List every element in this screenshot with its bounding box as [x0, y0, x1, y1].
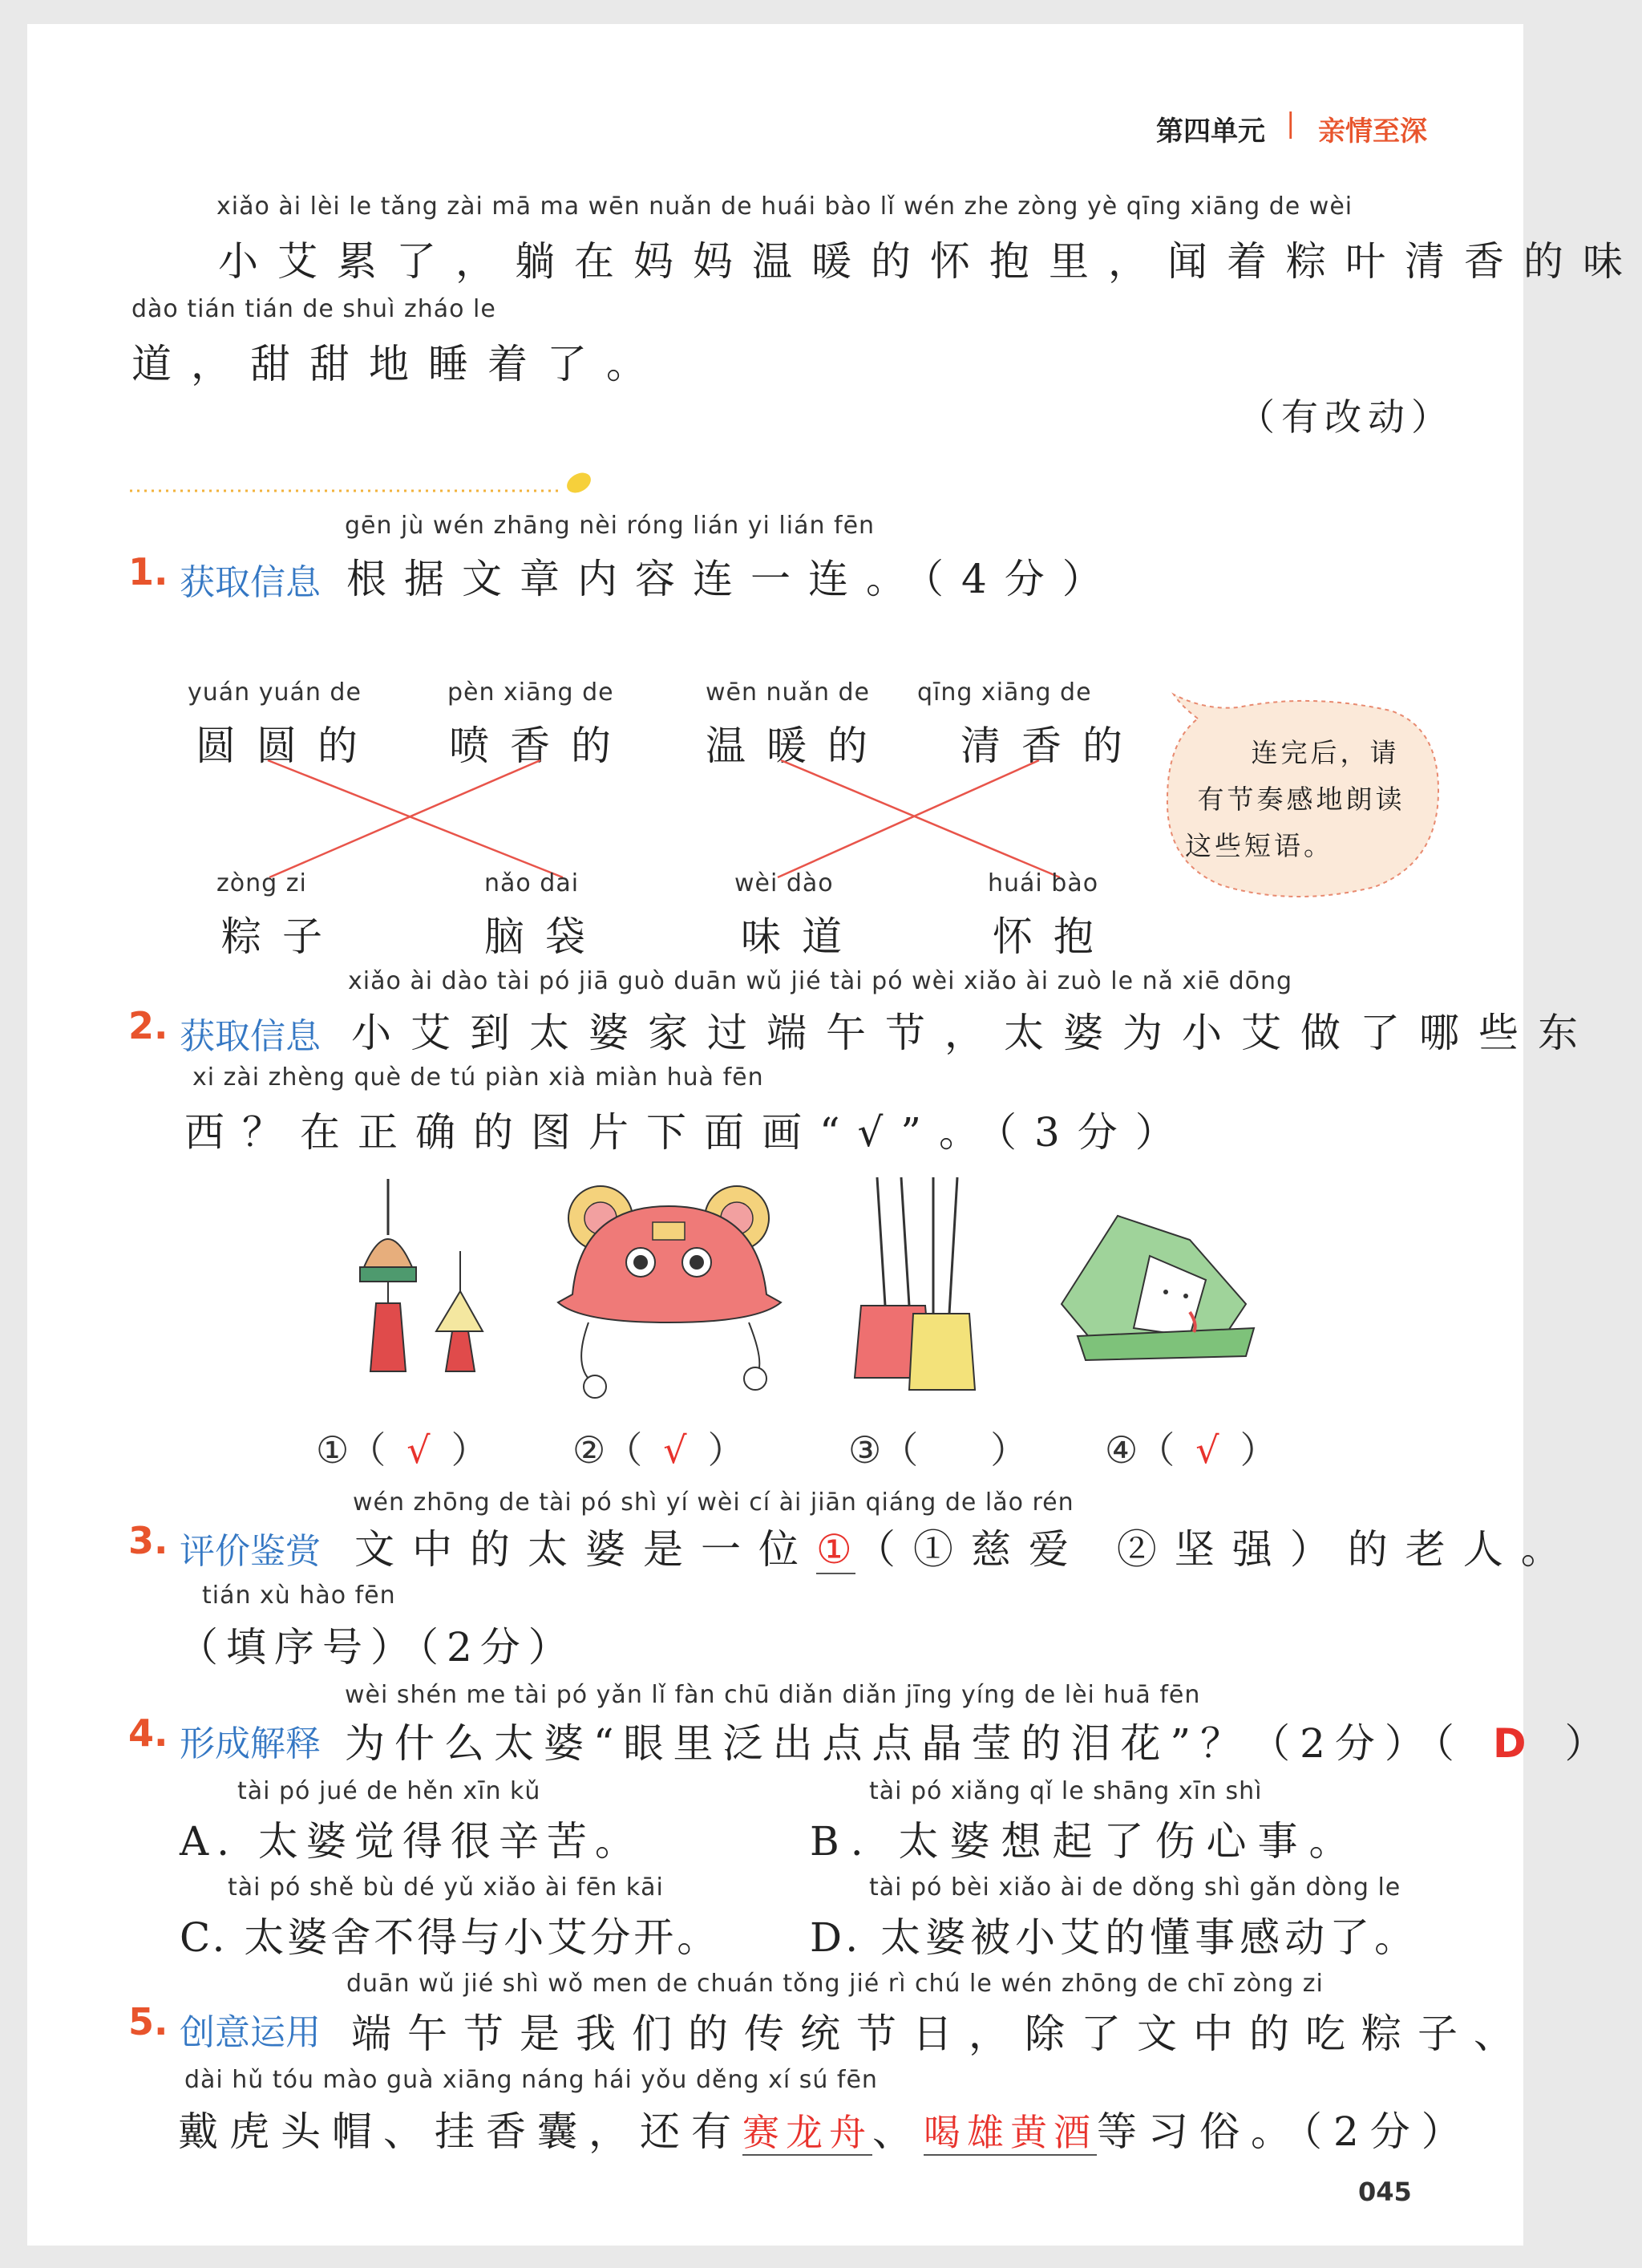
q2-prompt-line2: 西？在正确的图片下面画“√”。（3分） [184, 1109, 1193, 1156]
q1-bottom2[interactable]: 脑袋 [484, 913, 606, 960]
q5-number: 5. [128, 2000, 168, 2043]
workbook-page [27, 24, 1642, 2246]
bubble-line3: 这些短语。 [1185, 830, 1333, 861]
header-separator: | [1286, 107, 1296, 140]
q5-prompt-line1: 端午节是我们的传统节日，除了文中的吃粽子、 [351, 2011, 1530, 2057]
q5-answer-1[interactable]: 赛龙舟 [742, 2111, 872, 2154]
passage-line2: 道，甜甜地睡着了。 [131, 341, 665, 387]
q4-option-d[interactable]: D. 太婆被小艾的懂事感动了。 [810, 1914, 1420, 1961]
q2-prompt-line1: 小艾到太婆家过端午节，太婆为小艾做了哪些东 [351, 1010, 1597, 1056]
passage-line1-pinyin: xiǎo ài lèi le tǎng zài mā ma wēn nuǎn de huái bào lǐ wén zhe zòng yè qīng xiāng de wèi [216, 192, 1353, 221]
page-number: 045 [1358, 2177, 1412, 2207]
q2-option-3[interactable]: ③（ ） [848, 1428, 1028, 1472]
speech-bubble-text [1177, 730, 1426, 869]
q3-prompt: 文中的太婆是一位①（①慈爱 ②坚强）的老人。 [354, 1526, 1579, 1573]
tiger-hat-image [556, 1182, 789, 1407]
q1-number: 1. [128, 550, 168, 593]
bubble-line2: 有节奏感地朗读 [1197, 784, 1405, 815]
q1-bottom4-pinyin: huái bào [988, 869, 1099, 897]
q1-bottom3-pinyin: wèi dào [734, 869, 834, 897]
q2-tag: 获取信息 [180, 1016, 321, 1057]
q2-option-2[interactable]: ②（ √ ） [572, 1428, 745, 1472]
q4-prompt: 为什么太婆“眼里泛出点点晶莹的泪花”？（2分）（ D ） [345, 1720, 1615, 1767]
q4-pinyin: wèi shén me tài pó yǎn lǐ fàn chū diǎn diǎn jīng yíng de lèi huā fēn [345, 1681, 1201, 1709]
q5-tag: 创意运用 [180, 2012, 321, 2053]
q4-option-d-pinyin: tài pó bèi xiǎo ài de dǒng shì gǎn dòng le [869, 1873, 1401, 1901]
q2-option-2-answer: √ [663, 1428, 687, 1472]
q4-option-c-pinyin: tài pó shě bù dé yǔ xiǎo ài fēn kāi [228, 1873, 664, 1901]
q4-option-a[interactable]: A. 太婆觉得很辛苦。 [180, 1818, 643, 1865]
unit-theme: 亲情至深 [1318, 115, 1427, 148]
q4-option-c[interactable]: C. 太婆舍不得与小艾分开。 [180, 1914, 721, 1961]
match-line [781, 760, 1060, 877]
q1-bottom3[interactable]: 味道 [741, 913, 863, 960]
q2-pinyin1: xiǎo ài dào tài pó jiā guò duān wǔ jié tài pó wèi xiǎo ài zuò le nǎ xiē dōng [348, 967, 1293, 995]
q5-pinyin1: duān wǔ jié shì wǒ men de chuán tǒng jié rì chú le wén zhōng de chī zòng zi [346, 1970, 1324, 1998]
q1-top2[interactable]: 喷香的 [449, 723, 632, 769]
q3-tag: 评价鉴赏 [180, 1531, 321, 1572]
q5-answer-2[interactable]: 喝雄黄酒 [924, 2111, 1097, 2154]
zongzi-image [1054, 1192, 1270, 1368]
q3-number: 3. [128, 1519, 168, 1562]
q2-option-4[interactable]: ④（ √ ） [1105, 1428, 1277, 1472]
passage-line2-pinyin: dào tián tián de shuì zháo le [131, 295, 496, 323]
q1-tag: 获取信息 [180, 562, 321, 603]
q1-bottom1[interactable]: 粽子 [221, 913, 343, 960]
q3-answer[interactable]: ① [816, 1526, 855, 1573]
q3-pinyin2: tián xù hào fēn [202, 1582, 396, 1610]
q2-option-1-answer: √ [406, 1428, 431, 1472]
q4-option-a-pinyin: tài pó jué de hěn xīn kǔ [237, 1777, 541, 1805]
q4-tag: 形成解释 [180, 1723, 321, 1764]
q4-option-b[interactable]: B. 太婆想起了伤心事。 [810, 1818, 1361, 1865]
q1-bottom2-pinyin: nǎo dai [484, 869, 580, 897]
unit-label: 第四单元 [1156, 115, 1265, 148]
q1-pinyin: gēn jù wén zhāng nèi róng lián yi lián fēn [345, 512, 876, 540]
q1-top2-pinyin: pèn xiāng de [447, 678, 614, 707]
sachet-tassel-image [340, 1179, 492, 1395]
q1-bottom4[interactable]: 怀抱 [993, 913, 1114, 960]
q2-number: 2. [128, 1004, 168, 1047]
q1-top4-pinyin: qīng xiāng de [917, 678, 1092, 707]
q1-top4[interactable]: 清香的 [961, 723, 1143, 769]
q1-top3-pinyin: wēn nuǎn de [706, 678, 871, 707]
q2-option-4-answer: √ [1195, 1428, 1219, 1472]
q1-top1-pinyin: yuán yuán de [188, 678, 362, 707]
q1-bottom1-pinyin: zòng zi [216, 869, 307, 897]
q1-prompt: 根据文章内容连一连。（4分） [346, 556, 1120, 602]
q1-top1[interactable]: 圆圆的 [196, 723, 378, 769]
q5-pinyin2: dài hǔ tóu mào guà xiāng náng hái yǒu děng xí sú fēn [184, 2066, 878, 2094]
q1-top3[interactable]: 温暖的 [706, 723, 888, 769]
q5-prompt-line2: 戴虎头帽、挂香囊，还有赛龙舟、喝雄黄酒等习俗。（2分） [178, 2108, 1473, 2155]
q4-number: 4. [128, 1711, 168, 1755]
match-line [778, 760, 1039, 877]
hanging-sachets-image [837, 1177, 989, 1410]
q4-answer[interactable]: D [1492, 1720, 1536, 1767]
q4-option-b-pinyin: tài pó xiǎng qǐ le shāng xīn shì [869, 1777, 1263, 1805]
passage-line1: 小艾累了，躺在妈妈温暖的怀抱里，闻着粽叶清香的味 [218, 238, 1642, 285]
bubble-line1: 连完后，请 [1251, 737, 1400, 768]
q3-pinyin1: wén zhōng de tài pó shì yí wèi cí ài jiān qiáng de lǎo rén [353, 1488, 1074, 1517]
q3-prompt-line2: （填序号）（2分） [178, 1624, 576, 1671]
q2-pinyin2: xi zài zhèng què de tú piàn xià miàn huà fēn [192, 1063, 764, 1091]
passage-source-note: （有改动） [1238, 395, 1454, 439]
q2-option-1[interactable]: ①（ √ ） [316, 1428, 488, 1472]
